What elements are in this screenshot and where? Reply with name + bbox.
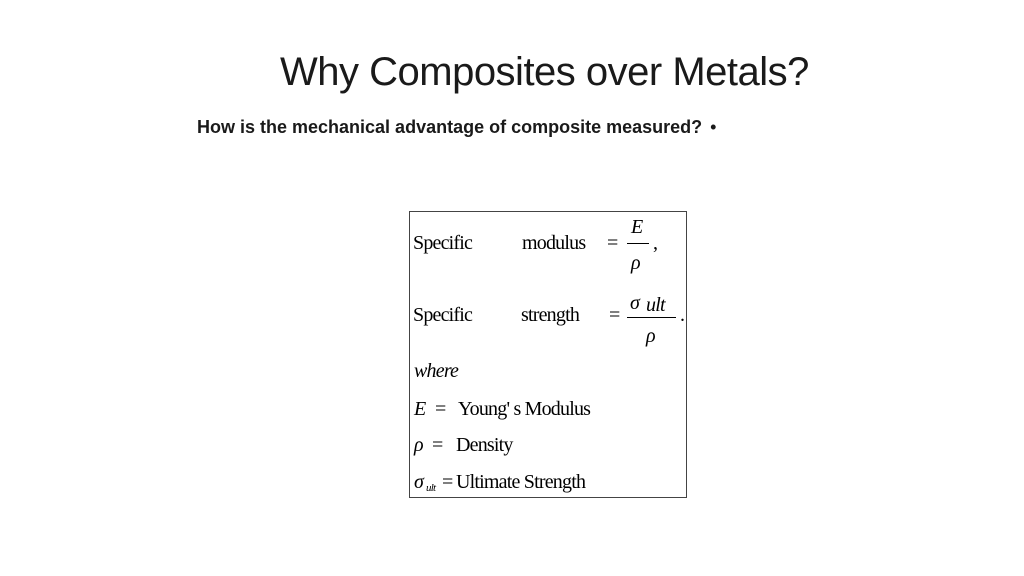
- def-strength-subscript: ult: [426, 482, 436, 494]
- specific-modulus-label-2: modulus: [522, 232, 586, 254]
- modulus-comma: ,: [653, 232, 658, 254]
- def-strength-symbol: σ: [414, 471, 424, 493]
- def-strength-equals: =: [442, 471, 453, 493]
- strength-numerator-ult: ult: [646, 294, 665, 316]
- bullet-glyph: •: [710, 117, 717, 137]
- modulus-equals: =: [607, 232, 618, 254]
- def-young-equals: =: [435, 398, 446, 420]
- strength-fraction-line: [627, 317, 676, 318]
- strength-denominator: ρ: [646, 325, 655, 347]
- specific-strength-label-1: Specific: [413, 304, 473, 326]
- def-strength-text: Ultimate Strength: [456, 471, 586, 493]
- specific-strength-label-2: strength: [521, 304, 580, 326]
- strength-period: .: [680, 304, 685, 326]
- slide-subtitle: [197, 117, 716, 138]
- slide-title: Why Composites over Metals?: [280, 50, 809, 94]
- modulus-denominator: ρ: [631, 252, 640, 274]
- def-density-text: Density: [456, 434, 513, 456]
- def-density-equals: =: [432, 434, 443, 456]
- def-young-text: Young' s Modulus: [458, 398, 591, 420]
- subtitle-text: How is the mechanical advantage of composite measured?: [197, 117, 703, 137]
- specific-modulus-label-1: Specific: [413, 232, 473, 254]
- formula-box: [409, 211, 687, 498]
- strength-numerator-sigma: σ: [630, 292, 640, 314]
- def-density-symbol: ρ: [414, 434, 423, 456]
- def-young-symbol: E: [414, 398, 426, 420]
- modulus-fraction-line: [627, 243, 649, 244]
- where-label: where: [414, 360, 459, 382]
- modulus-numerator: E: [631, 216, 643, 238]
- strength-equals: =: [609, 304, 620, 326]
